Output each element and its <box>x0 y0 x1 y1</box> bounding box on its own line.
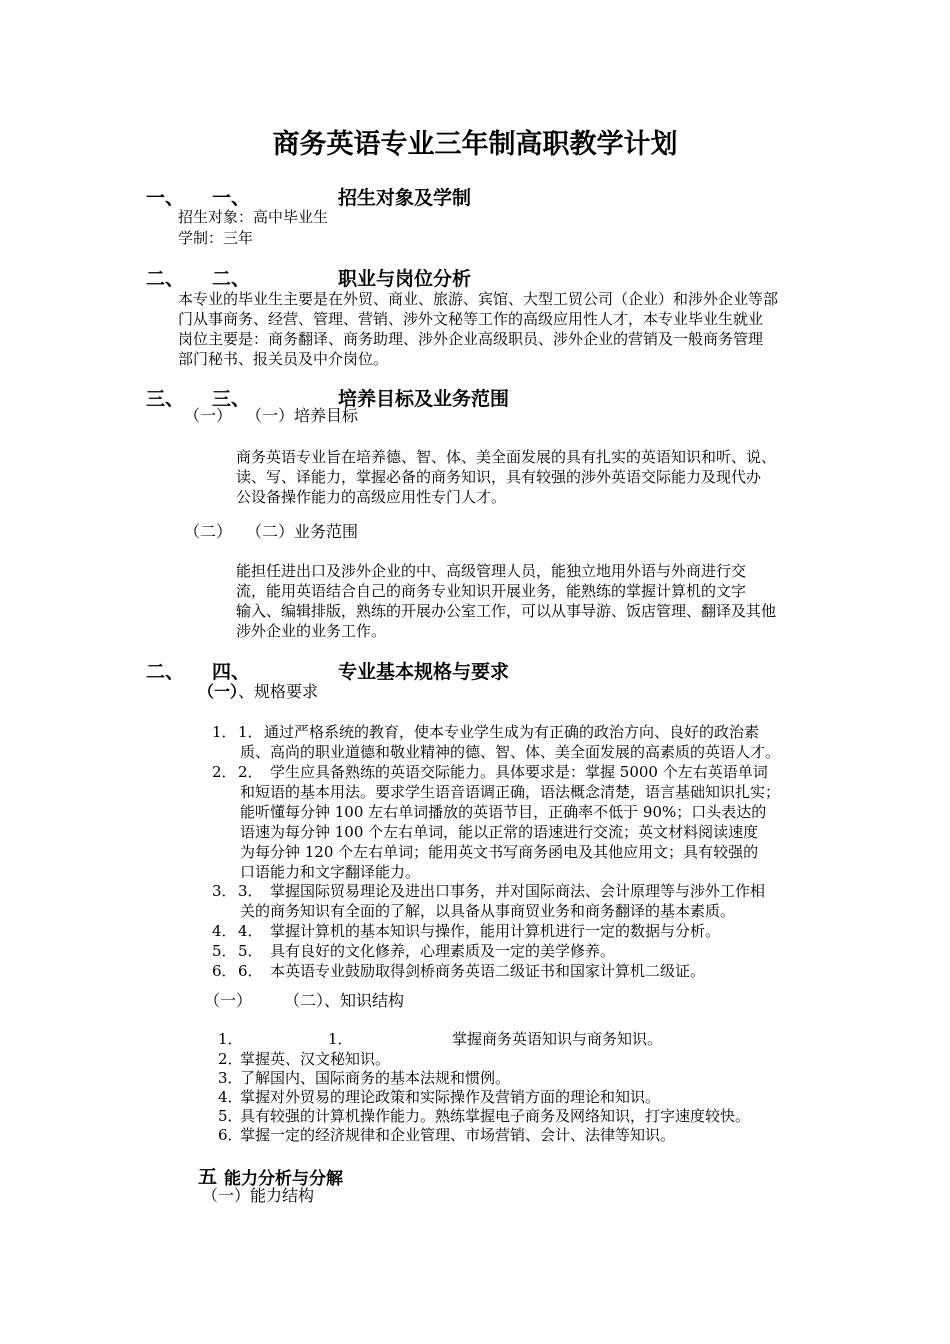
list-item-number: 1． <box>212 723 237 741</box>
list-item-line: 本英语专业鼓励取得剑桥商务英语二级证书和国家计算机二级证。 <box>270 962 706 980</box>
list-item-line: 关的商务知识有全面的了解，以具备从事商贸业务和商务翻译的基本素质。 <box>240 902 736 920</box>
section-2-line: 门从事商务、经营、管理、营销、涉外文秘等工作的高级应用性人才，本专业毕业生就业 <box>178 310 764 328</box>
list-item-line: 掌握国际贸易理论及进出口事务，并对国际商法、会计原理等与涉外工作相 <box>270 882 766 900</box>
subsection-3-1-line: 读、写、译能力，掌握必备的商务知识，具有较强的涉外英语交际能力及现代办 <box>236 468 762 486</box>
list-item-line: 掌握计算机的基本知识与操作，能用计算机进行一定的数据与分析。 <box>270 922 721 940</box>
section-2-number: 二、 <box>146 268 185 290</box>
section-1-number: 一、 <box>146 187 185 209</box>
page-title: 商务英语专业三年制高职教学计划 <box>272 129 678 160</box>
subsection-3-1-number: （一） <box>184 406 233 425</box>
subsection-3-1-title: （一）培养目标 <box>246 406 359 425</box>
subsection-3-2-line: 能担任进出口及涉外企业的中、高级管理人员，能独立地用外语与外商进行交 <box>236 562 747 580</box>
section-2-heading: 职业与岗位分析 <box>338 268 472 290</box>
list-item-text: 具有较强的计算机操作能力。熟练掌握电子商务及网络知识，打字速度较快。 <box>240 1107 751 1125</box>
list-item-number: 5． <box>218 1107 243 1125</box>
list-item-number-alt: 3． <box>238 882 263 900</box>
list-item-number-alt: 1． <box>238 723 263 741</box>
list-item-line: 语速为每分钟 100 个左右单词，能以正常的语速进行交流；英文材料阅读速度 <box>240 823 759 841</box>
section-4-heading: 专业基本规格与要求 <box>338 661 510 683</box>
subsection-3-2-line: 流，能用英语结合自己的商务专业知识开展业务，能熟练的掌握计算机的文字 <box>236 582 747 600</box>
list-item-number: 3． <box>212 882 237 900</box>
subsection-4-1-label: 、规格要求 <box>238 682 319 701</box>
list-item-number: 6． <box>212 962 237 980</box>
list-item-number: 6． <box>218 1126 243 1144</box>
subsection-3-1-line: 公设备操作能力的高级应用性专门人才。 <box>236 488 507 506</box>
section-1-line: 学制：三年 <box>178 229 254 247</box>
subsection-3-1-line: 商务英语专业旨在培养德、智、体、美全面发展的具有扎实的英语知识和听、说、 <box>236 448 777 466</box>
list-item-text: 了解国内、国际商务的基本法规和惯例。 <box>240 1069 511 1087</box>
list-item-number: 4． <box>212 922 237 940</box>
section-1-number-alt: 一、 <box>212 187 251 209</box>
subsection-3-2-line: 涉外企业的业务工作。 <box>236 622 387 640</box>
section-3-number-alt: 三、 <box>212 388 251 410</box>
list-item-number-alt: 4． <box>238 922 263 940</box>
subsection-4-2-title: （二）、知识结构 <box>284 991 405 1010</box>
section-2-line: 部门秘书、报关员及中介岗位。 <box>178 350 389 368</box>
subsection-3-2-title: （二）业务范围 <box>246 522 359 541</box>
list-item-line: 口语能力和文字翻译能力。 <box>240 863 421 881</box>
list-item-number: 3． <box>218 1069 243 1087</box>
list-item-line: 学生应具备熟练的英语交际能力。具体要求是：掌握 5000 个左右英语单词 <box>270 763 768 781</box>
list-item-number-alt: 2． <box>238 763 263 781</box>
section-2-number-alt: 二、 <box>212 268 251 290</box>
list-item-line: 具有良好的文化修养，心理素质及一定的美学修养。 <box>270 942 616 960</box>
list-item-number: 5． <box>212 942 237 960</box>
subsection-4-2-number: （一） <box>204 991 253 1010</box>
list-item-number: 2． <box>218 1050 243 1068</box>
list-item-text: 掌握英、汉文秘知识。 <box>240 1050 391 1068</box>
section-3-heading: 培养目标及业务范围 <box>338 388 510 410</box>
list-item-number-alt: 5． <box>238 942 263 960</box>
list-item-line: 和短语的基本用法。要求学生语音语调正确，语法概念清楚，语言基础知识扎实； <box>240 783 781 801</box>
subsection-5-1-title: （一）能力结构 <box>202 1186 315 1205</box>
subsection-4-1-title <box>198 681 318 703</box>
section-1-heading: 招生对象及学制 <box>338 187 472 209</box>
section-2-line: 岗位主要是：商务翻译、商务助理、涉外企业高级职员、涉外企业的营销及一般商务管理 <box>178 330 764 348</box>
list-item-number: 4． <box>218 1088 243 1106</box>
list-item-text: 掌握一定的经济规律和企业管理、市场营销、会计、法律等知识。 <box>240 1126 676 1144</box>
section-4-number-alt: 四、 <box>212 661 251 683</box>
section-2-line: 本专业的毕业生主要是在外贸、商业、旅游、宾馆、大型工贸公司（企业）和涉外企业等部 <box>178 290 779 308</box>
list-item-number: 2． <box>212 763 237 781</box>
list-item-line: 质、高尚的职业道德和敬业精神的德、智、体、美全面发展的高素质的英语人才。 <box>240 743 781 761</box>
list-item-line: 能听懂每分钟 100 左右单词播放的英语节目，正确率不低于 90%；口头表达的 <box>240 803 767 821</box>
list-item-number: 1． <box>218 1030 243 1048</box>
section-4-number: 二、 <box>146 661 185 683</box>
section-3-number: 三、 <box>146 388 185 410</box>
list-item-text: 掌握对外贸易的理论政策和实际操作及营销方面的理论和知识。 <box>240 1088 661 1106</box>
list-item-number-alt: 6． <box>238 962 263 980</box>
subsection-3-2-number: （二） <box>184 522 233 541</box>
list-item-number-alt: 1． <box>328 1030 353 1048</box>
list-item-text: 掌握商务英语知识与商务知识。 <box>452 1030 663 1048</box>
list-item-line: 为每分钟 120 个左右单词；能用英文书写商务函电及其他应用文；具有较强的 <box>240 843 759 861</box>
section-5-heading: 能力分析与分解 <box>224 1169 343 1189</box>
subsection-4-1-number: （一） <box>198 682 239 701</box>
subsection-3-2-line: 输入、编辑排版，熟练的开展办公室工作，可以从事导游、饭店管理、翻译及其他 <box>236 602 777 620</box>
section-5-number: 五 <box>198 1166 218 1188</box>
section-1-line: 招生对象：高中毕业生 <box>178 208 329 226</box>
list-item-line: 通过严格系统的教育，使本专业学生成为有正确的政治方向、良好的政治素 <box>264 723 760 741</box>
